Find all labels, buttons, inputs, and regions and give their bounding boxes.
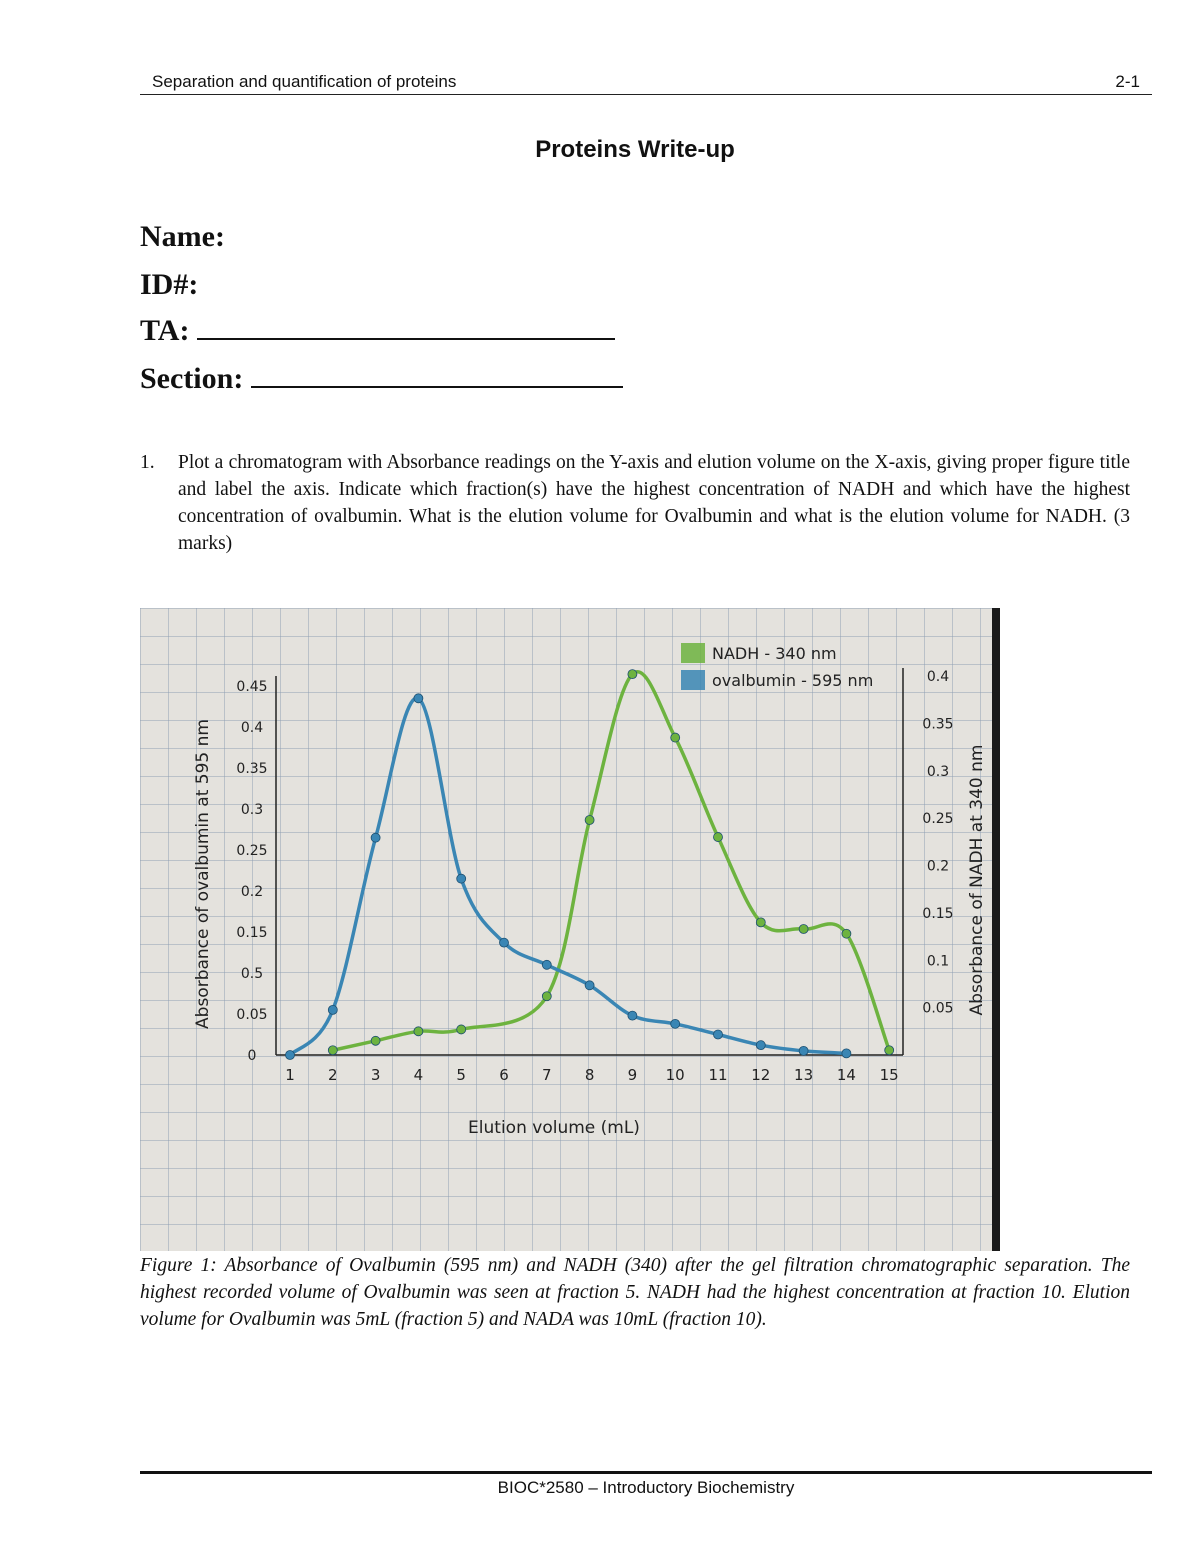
ovalbumin-data-point — [328, 1005, 337, 1014]
x-tick-label: 10 — [665, 1066, 685, 1084]
running-header — [140, 72, 1152, 95]
section-field — [140, 362, 623, 396]
name-label: Name: — [140, 220, 225, 253]
ovalbumin-data-point — [542, 960, 551, 969]
left-y-tick-label: 0.3 — [240, 802, 264, 818]
left-y-tick-label: 0.2 — [240, 884, 264, 900]
right-y-tick-label: 0.05 — [922, 1000, 954, 1017]
x-tick-label: 14 — [836, 1066, 856, 1084]
paper-right-edge — [992, 608, 1000, 1251]
x-tick-label: 1 — [285, 1066, 295, 1084]
x-tick-label: 3 — [370, 1066, 381, 1084]
ovalbumin-data-point — [714, 1030, 723, 1039]
right-y-axis-title: Absorbance of NADH at 340 nm — [967, 744, 987, 1016]
left-y-tick-label: 0 — [247, 1048, 257, 1064]
right-y-tick-label: 0.25 — [922, 811, 954, 828]
left-y-tick-label: 0.45 — [236, 679, 268, 695]
left-y-tick-label: 0.15 — [236, 925, 268, 941]
nadh-data-point — [885, 1046, 894, 1055]
ovalbumin-data-point — [585, 981, 594, 990]
graph-paper — [140, 608, 1000, 1251]
figure-caption: Figure 1: Absorbance of Ovalbumin (595 nm) and NADH (340) after the gel filtration chromatographic separation. The highest recorded volume of Ovalbumin was seen at fraction 5. NADH had the highest concentration at fraction 10. Elution volume for Ovalbumin was 5mL (fraction 5) and NADA was 10mL (fraction 10). — [140, 1255, 1130, 1330]
nadh-data-point — [799, 924, 808, 933]
x-tick-label: 7 — [542, 1066, 552, 1084]
name-field — [140, 220, 225, 254]
x-tick-label: 6 — [499, 1066, 509, 1084]
nadh-data-point — [371, 1036, 380, 1045]
left-y-tick-label: 0.4 — [240, 720, 264, 736]
nadh-data-point — [671, 733, 680, 742]
legend-swatch-ovalbumin — [681, 670, 705, 690]
left-y-tick-label: 0.35 — [236, 761, 268, 777]
right-y-tick-label: 0.3 — [926, 763, 950, 780]
nadh-data-point — [542, 992, 551, 1001]
ta-field — [140, 314, 615, 348]
nadh-data-point — [328, 1046, 337, 1055]
x-tick-label: 11 — [708, 1066, 728, 1084]
ovalbumin-data-point — [799, 1046, 808, 1055]
ovalbumin-data-point — [756, 1041, 765, 1050]
nadh-data-point — [756, 918, 765, 927]
question-text: Plot a chromatogram with Absorbance readings on the Y-axis and elution volume on the X-axis, giving proper figure title and label the axis. Indicate which fraction(s) have the highest concentration of NADH and which have the highest concentration of ovalbumin. What is the elution volume for Ovalbumin and what is the elution volume for NADH. (3 marks) — [178, 452, 1130, 554]
nadh-data-point — [842, 929, 851, 938]
ovalbumin-data-point — [671, 1019, 680, 1028]
ta-label: TA: — [140, 314, 190, 347]
ta-blank-line — [197, 316, 615, 340]
legend-swatch-nadh — [681, 643, 705, 663]
header-page-number: 2-1 — [1115, 72, 1140, 91]
x-tick-label: 12 — [751, 1066, 771, 1084]
ovalbumin-data-point — [371, 833, 380, 842]
id-field — [140, 268, 198, 302]
header-course-topic: Separation and quantification of proteins — [152, 72, 457, 91]
nadh-data-point — [457, 1025, 466, 1034]
right-y-tick-label: 0.2 — [926, 858, 950, 875]
ovalbumin-data-point — [457, 874, 466, 883]
x-tick-label: 9 — [627, 1066, 638, 1084]
x-tick-labels — [285, 1066, 899, 1084]
ovalbumin-data-point — [842, 1049, 851, 1058]
id-label: ID#: — [140, 268, 199, 301]
left-y-tick-label: 0.25 — [236, 843, 268, 859]
ovalbumin-data-point — [286, 1051, 295, 1060]
nadh-data-point — [628, 670, 637, 679]
question-1 — [140, 449, 1130, 557]
left-y-tick-label: 0.05 — [236, 1007, 268, 1023]
x-axis-title: Elution volume (mL) — [468, 1118, 640, 1138]
x-tick-label: 8 — [584, 1066, 595, 1084]
x-tick-label: 15 — [879, 1066, 899, 1084]
left-y-tick-label: 0.5 — [240, 966, 264, 982]
nadh-data-point — [414, 1027, 423, 1036]
x-tick-label: 13 — [794, 1066, 814, 1084]
document-title: Proteins Write-up — [535, 136, 735, 163]
right-y-tick-label: 0.4 — [926, 669, 950, 685]
ovalbumin-data-point — [628, 1011, 637, 1020]
section-label: Section: — [140, 362, 244, 395]
section-blank-line — [251, 364, 623, 388]
right-y-tick-label: 0.35 — [922, 716, 954, 733]
chromatogram-chart — [140, 608, 1000, 1251]
footer-rule — [140, 1471, 1152, 1474]
nadh-data-point — [714, 833, 723, 842]
x-tick-label: 4 — [413, 1066, 424, 1084]
right-y-tick-label: 0.15 — [922, 905, 954, 922]
legend-label-nadh: NADH - 340 nm — [712, 644, 837, 663]
question-number: 1. — [140, 452, 155, 473]
ovalbumin-data-point — [500, 938, 509, 947]
nadh-data-point — [585, 816, 594, 825]
x-tick-label: 2 — [328, 1066, 338, 1084]
chromatogram-figure — [140, 608, 1000, 1251]
left-y-axis-title: Absorbance of ovalbumin at 595 nm — [193, 719, 213, 1029]
right-y-tick-label: 0.1 — [926, 953, 950, 970]
legend-label-ovalbumin: ovalbumin - 595 nm — [712, 671, 874, 690]
ovalbumin-data-point — [414, 694, 423, 703]
footer-course: BIOC*2580 – Introductory Biochemistry — [497, 1478, 795, 1497]
x-tick-label: 5 — [456, 1066, 466, 1084]
